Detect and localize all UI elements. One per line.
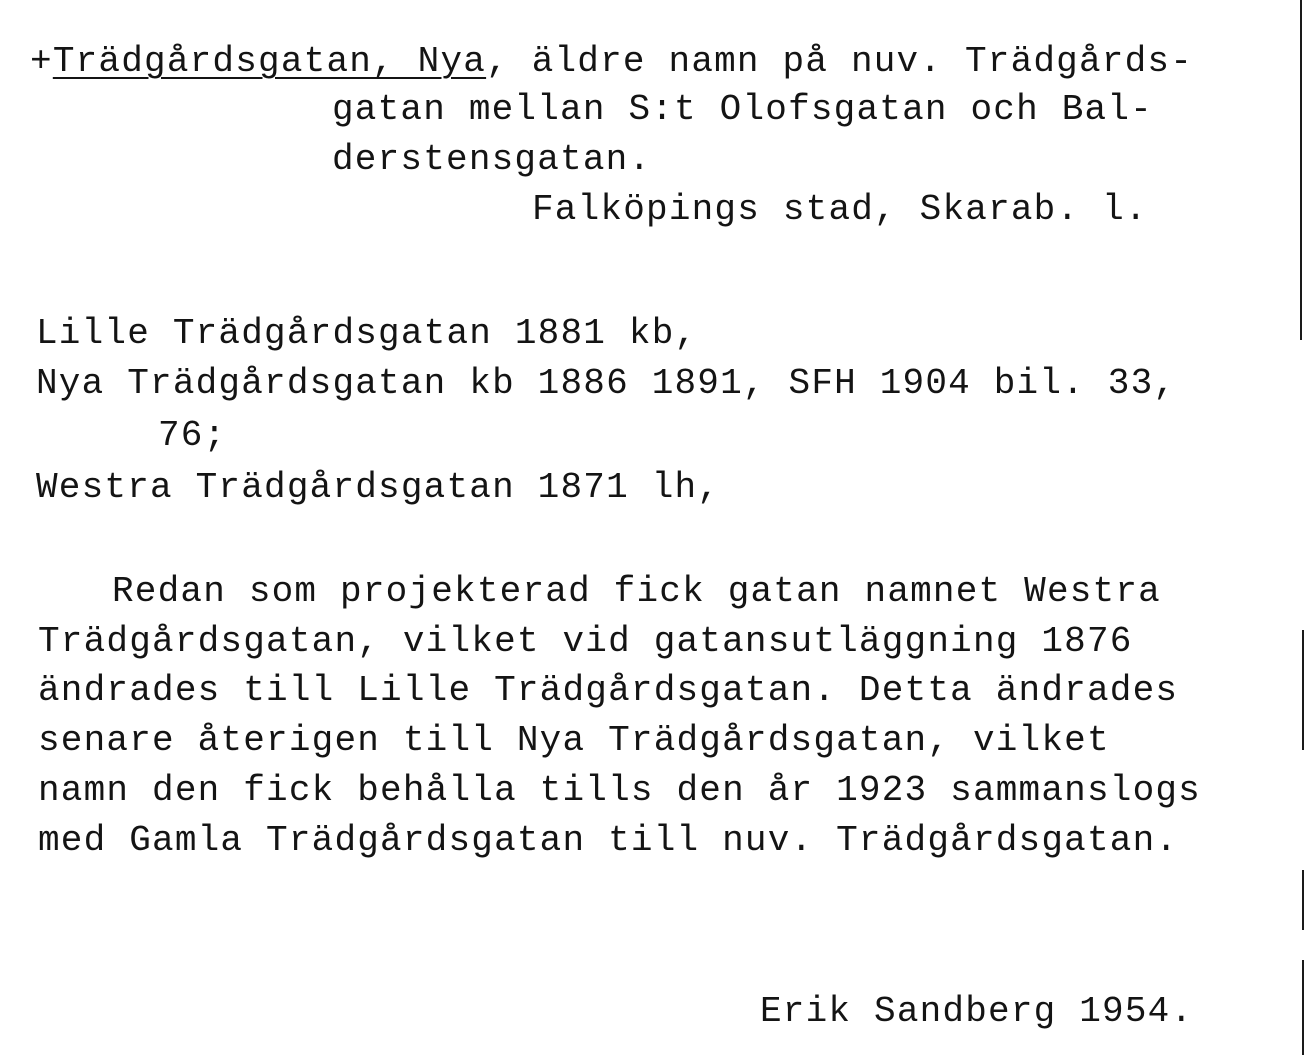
street-name-heading: Trädgårdsgatan, Nya [52,41,487,82]
location-line: Falköpings stad, Skarab. l. [532,189,1148,230]
entry-marker: + [30,41,53,82]
paragraph-line-4: senare återigen till Nya Trädgårdsgatan, vilket [38,720,1110,761]
card-edge-mark-middle [1302,630,1304,750]
paragraph-line-2: Trädgårdsgatan, vilket vid gatansutläggning 1876 [38,621,1133,662]
source-line-4: Westra Trädgårdsgatan 1871 lh, [36,467,721,508]
paragraph-line-3: ändrades till Lille Trädgårdsgatan. Detta ändrades [38,670,1179,711]
paragraph-line-5: namn den fick behålla tills den år 1923 sammanslogs [38,770,1201,811]
heading-line-3: derstensgatan. [332,139,652,180]
source-line-3: 76; [158,415,227,456]
paragraph-line-6: med Gamla Trädgårdsgatan till nuv. Trädgårdsgatan. [38,820,1179,861]
heading-line-1 [30,38,1193,86]
card-edge-mark-top [1300,0,1302,340]
card-edge-mark-lower [1302,870,1304,930]
heading-line-2: gatan mellan S:t Olofsgatan och Bal- [332,89,1153,130]
signature: Erik Sandberg 1954. [760,991,1194,1032]
heading-description: , äldre namn på nuv. Trädgårds- [486,41,1194,82]
source-line-2: Nya Trädgårdsgatan kb 1886 1891, SFH 1904 bil. 33, [36,363,1177,404]
card-edge-mark-bottom [1302,960,1304,1055]
source-line-1: Lille Trädgårdsgatan 1881 kb, [36,313,698,354]
paragraph-line-1: Redan som projekterad fick gatan namnet Westra [112,571,1161,612]
